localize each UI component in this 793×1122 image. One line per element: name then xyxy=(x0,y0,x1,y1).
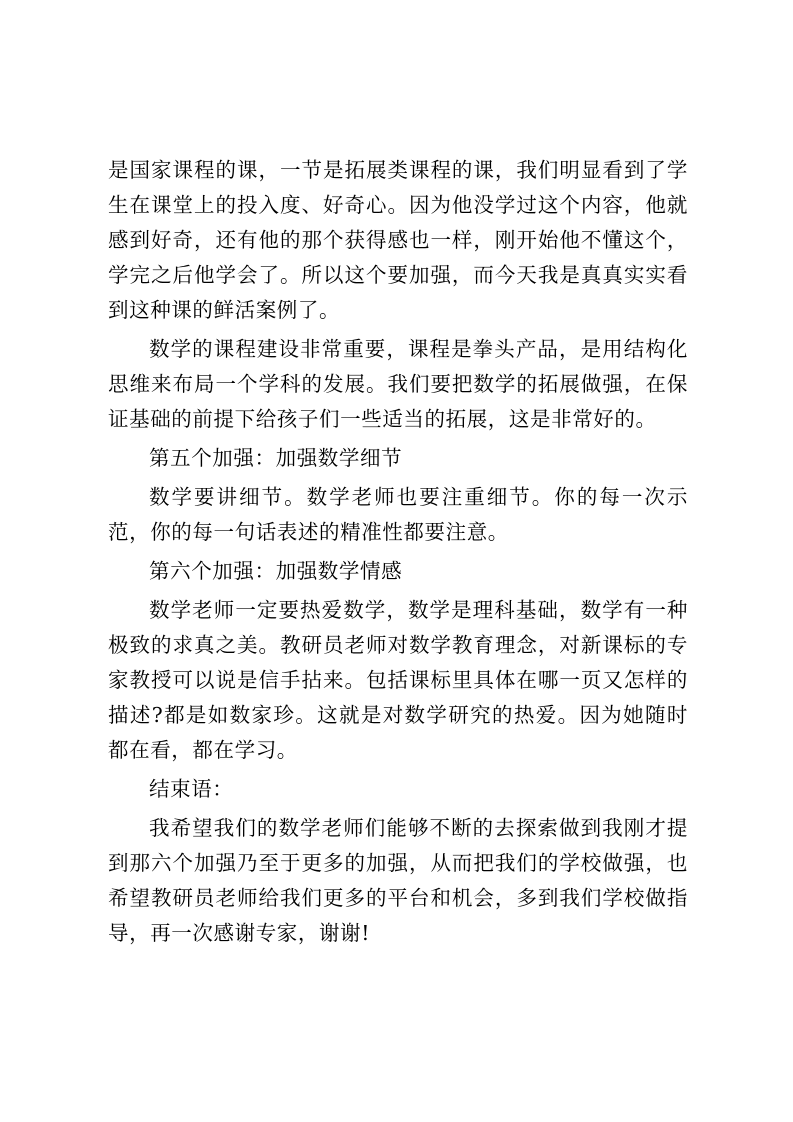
heading-sixth-strengthen: 第六个加强：加强数学情感 xyxy=(149,559,403,583)
paragraph-math-details: 数学要讲细节。数学老师也要注重细节。你的每一次示范，你的每一句话表述的精准性都要注意。 xyxy=(108,485,688,544)
paragraph-course-construction: 数学的课程建设非常重要，课程是拳头产品，是用结构化思维来布局一个学科的发展。我们要把数学的拓展做强，在保证基础的前提下给孩子们一些适当的拓展，这是非常好的。 xyxy=(108,337,688,431)
heading-conclusion: 结束语： xyxy=(149,777,234,801)
heading-fifth-strengthen: 第五个加强：加强数学细节 xyxy=(149,446,403,470)
paragraph-math-emotion: 数学老师一定要热爱数学，数学是理科基础，数学有一种极致的求真之美。教研员老师对数学教育理念，对新课标的专家教授可以说是信手拈来。包括课标里具体在哪一页又怎样的描述?都是如数家珍。这就是对数学研究的热爱。因为她随时都在看，都在学习。 xyxy=(108,598,688,762)
paragraph-closing-remarks: 我希望我们的数学老师们能够不断的去探索做到我刚才提到那六个加强乃至于更多的加强，从而把我们的学校做强，也希望教研员老师给我们更多的平台和机会，多到我们学校做指导，再一次感谢专家，谢谢! xyxy=(108,816,688,945)
paragraph-continuation: 是国家课程的课，一节是拓展类课程的课，我们明显看到了学生在课堂上的投入度、好奇心。因为他没学过这个内容，他就感到好奇，还有他的那个获得感也一样，刚开始他不懂这个，学完之后他学会了。所以这个要加强，而今天我是真真实实看到这种课的鲜活案例了。 xyxy=(108,158,688,322)
document-page xyxy=(108,153,688,951)
